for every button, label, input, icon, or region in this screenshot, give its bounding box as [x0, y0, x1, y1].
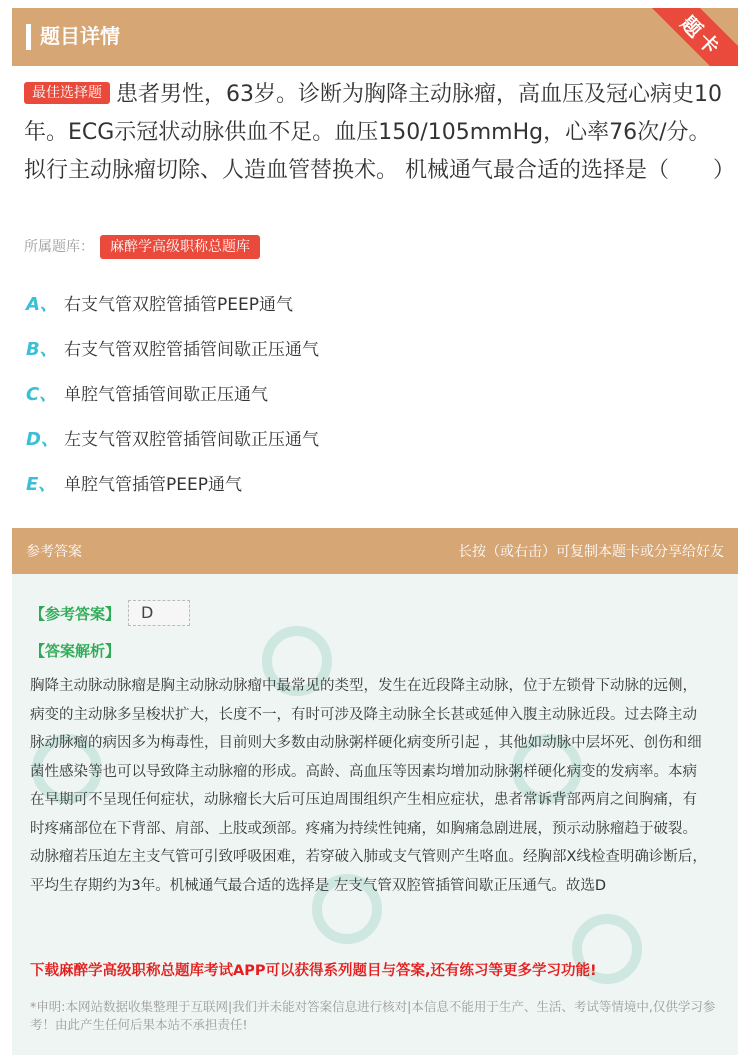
option-letter: A、: [26, 293, 58, 315]
option-text: 单腔气管插管间歇正压通气: [64, 385, 268, 405]
source-label: 所属题库：: [24, 239, 94, 255]
question-text: 患者男性，63岁。诊断为胸降主动脉瘤，高血压及冠心病史10年。ECG示冠状动脉供血不足。血压150/105mmHg，心率76次/分。拟行主动脉瘤切除、人造血管替换术。 机械通气最合适的选择是（ ）: [24, 82, 735, 183]
option-d[interactable]: [26, 415, 726, 460]
page-header: [12, 8, 738, 66]
reference-answer-row: [30, 600, 190, 626]
option-c[interactable]: [26, 370, 726, 415]
share-hint: 长按（或右击）可复制本题卡或分享给好友: [458, 544, 724, 560]
option-list: [26, 280, 726, 505]
question-type-badge: 最佳选择题: [24, 82, 110, 104]
analysis-label: 【答案解析】: [30, 642, 121, 660]
option-e[interactable]: [26, 460, 726, 505]
option-a[interactable]: [26, 280, 726, 325]
reference-answer-value: D: [128, 600, 190, 626]
option-letter: E、: [26, 473, 57, 495]
analysis-text: 胸降主动脉动脉瘤是胸主动脉动脉瘤中最常见的类型，发生在近段降主动脉，位于左锁骨下动脉的远侧，病变的主动脉多呈梭状扩大，长度不一，有时可涉及降主动脉全长甚或延伸入腹主动脉近段。过去降主动脉动脉瘤的病因多为梅毒性，目前则大多数由动脉粥样硬化病变所引起 ，其他如动脉中层坏死、创伤和细菌性感染等也可以导致降主动脉瘤的形成。高龄、高血压等因素均增加动脉粥样硬化病变的发病率。本病在早期可不呈现任何症状，动脉瘤长大后可压迫周围组织产生相应症状，患者常诉背部两肩之间胸痛，有时疼痛部位在下背部、肩部、上肢或颈部。疼痛为持续性钝痛，如胸痛急剧进展，预示动脉瘤趋于破裂。动脉瘤若压迫左主支气管可引致呼吸困难，若穿破入肺或支气管则产生咯血。经胸部X线检查明确诊断后，平均生存期约为3年。机械通气最合适的选择是 左支气管双腔管插管间歇正压通气。故选D: [30, 678, 707, 894]
page-title: 题目详情: [40, 24, 120, 48]
option-text: 右支气管双腔管插管PEEP通气: [64, 295, 293, 315]
answer-section-header: [12, 528, 738, 574]
option-letter: B、: [26, 338, 58, 360]
ribbon-label: 题卡: [676, 10, 728, 62]
option-b[interactable]: [26, 325, 726, 370]
option-letter: C、: [26, 383, 58, 405]
reference-answer-label: 【参考答案】: [30, 604, 121, 623]
title-bar-marker: [26, 24, 31, 50]
answer-section-title: 参考答案: [26, 544, 82, 560]
question-source: [24, 234, 260, 260]
option-text: 单腔气管插管PEEP通气: [64, 475, 242, 495]
disclaimer-text: *申明:本网站数据收集整理于互联网|我们并未能对答案信息进行核对|本信息不能用于生产、生活、考试等情境中,仅供学习参考！由此产生任何后果本站不承担责任!: [30, 999, 716, 1032]
question-stem: [24, 76, 735, 190]
answer-panel: [12, 574, 738, 1055]
option-text: 左支气管双腔管插管间歇正压通气: [64, 430, 319, 450]
option-text: 右支气管双腔管插管间歇正压通气: [64, 340, 319, 360]
download-app-promo[interactable]: 下载麻醉学高级职称总题库考试APP可以获得系列题目与答案,还有练习等更多学习功能!: [30, 963, 597, 979]
source-bank-tag[interactable]: 麻醉学高级职称总题库: [100, 235, 260, 259]
option-letter: D、: [26, 428, 59, 450]
question-card-ribbon[interactable]: [638, 8, 738, 66]
